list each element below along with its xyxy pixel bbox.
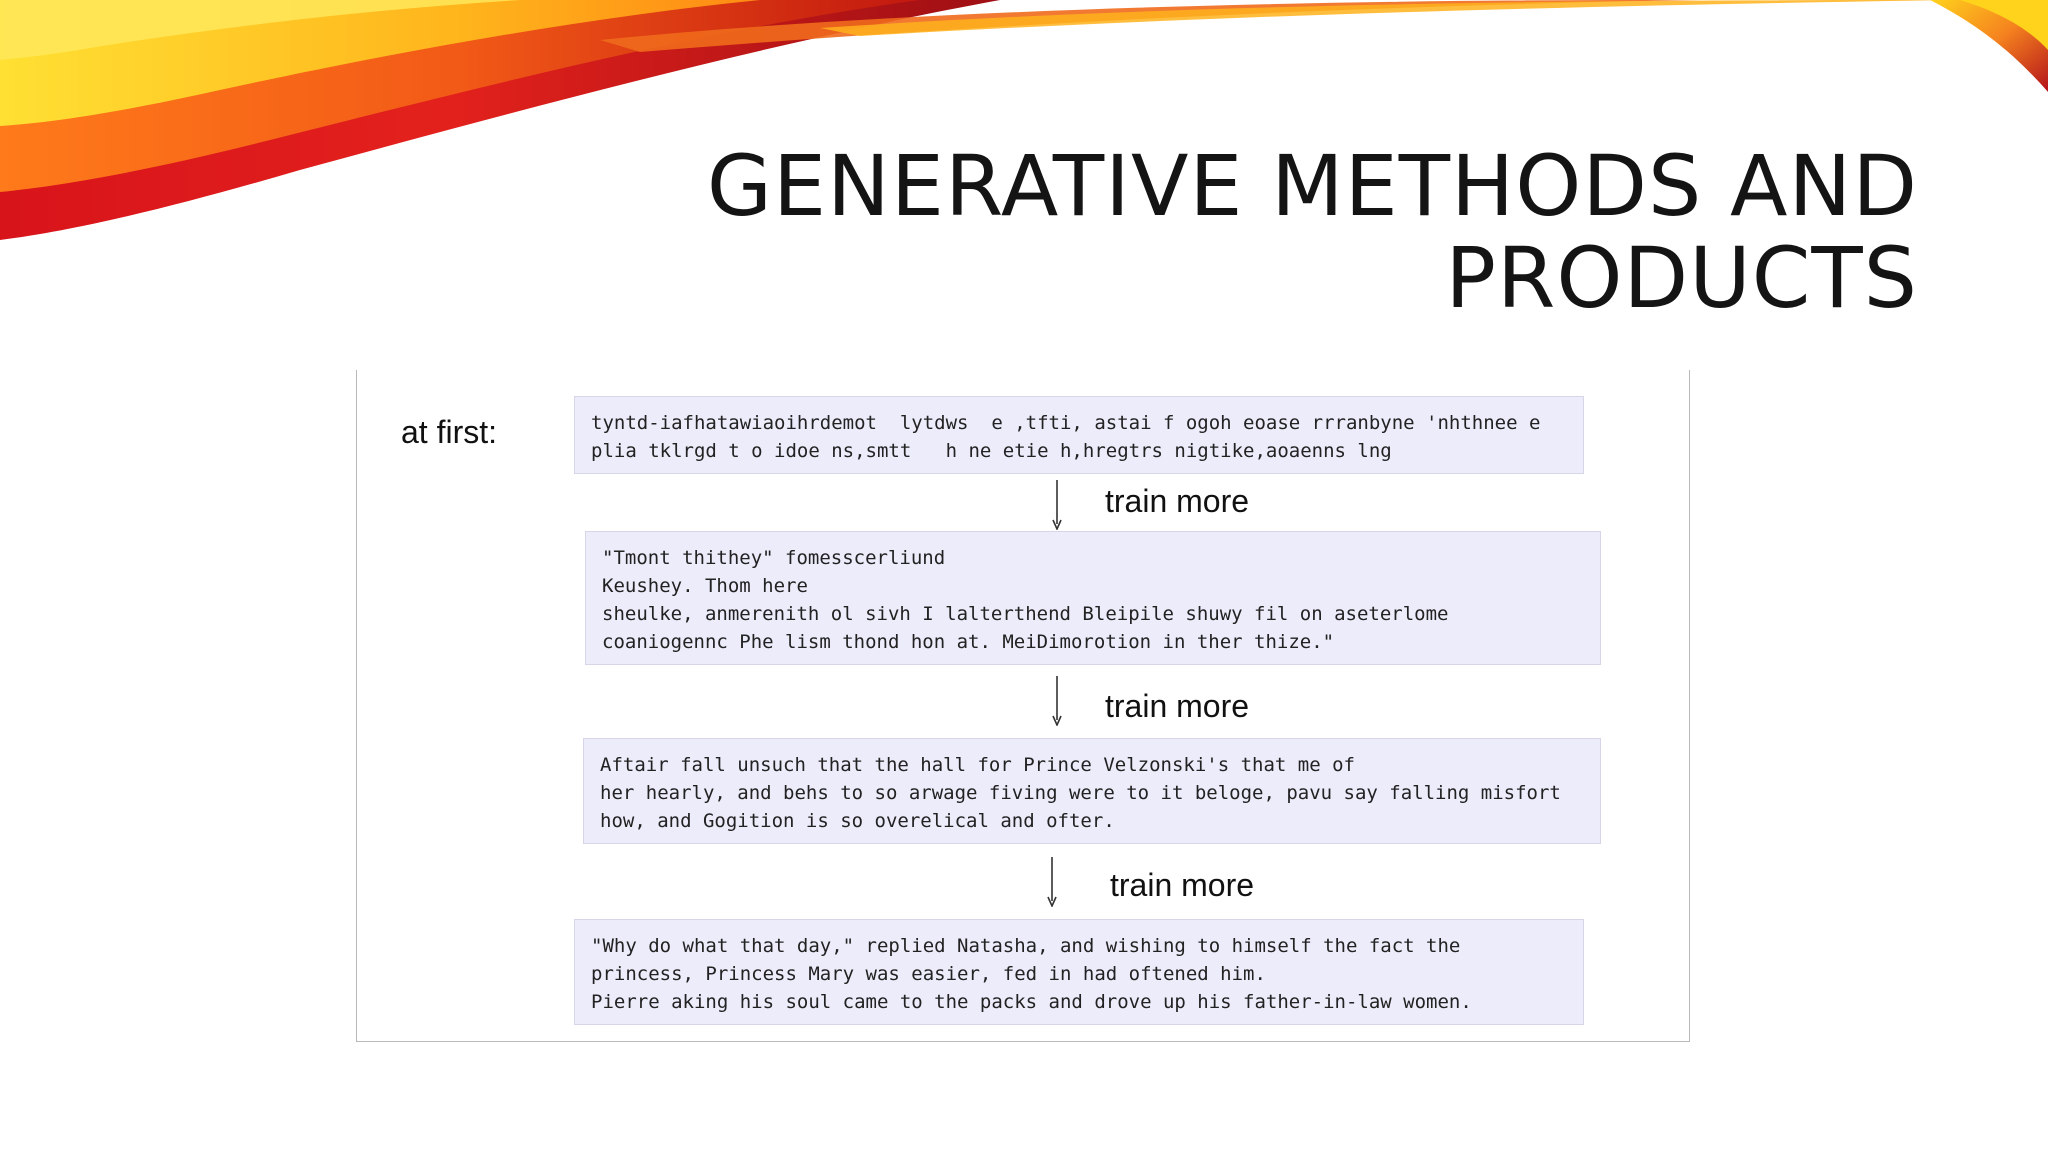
training-progress-figure [356,370,1690,1042]
slide-title [706,137,1918,327]
train-more-label: train more [1105,483,1250,519]
sample-line: sheulke, anmerenith ol sivh I lalterthend Bleipile shuwy fil on aseterlome [602,603,1449,625]
train-more-label: train more [1110,867,1255,903]
sample-line: Pierre aking his soul came to the packs and drove up his father-in-law women. [591,991,1472,1013]
sample-line: "Tmont thithey" fomesscerliund [602,547,946,569]
sample-line: tyntd-iafhatawiaoihrdemot lytdws e ,tfti, astai f ogoh eoase rrranbyne 'nhthnee e [591,412,1541,434]
sample-text-box [574,919,1584,1025]
down-arrow-icon [1051,676,1063,726]
sample-line: Keushey. Thom here [602,575,808,597]
train-more-label: train more [1105,688,1250,724]
down-arrow-icon [1046,857,1058,907]
sample-text-box [574,396,1584,474]
sample-line: plia tklrgd t o idoe ns,smtt h ne etie h,hregtrs nigtike,aoaenns lng [591,440,1392,462]
sample-line: her hearly, and behs to so arwage fiving were to it beloge, pavu say falling misfort [600,782,1561,804]
sample-text-box [583,738,1601,844]
sample-text-box [585,531,1601,665]
slide-title-line-1: GENERATIVE METHODS AND [706,137,1918,235]
sample-line: how, and Gogition is so overelical and ofter. [600,810,1115,832]
at-first-label: at first: [401,414,498,450]
sample-line: coaniogennc Phe lism thond hon at. MeiDimorotion in ther thize." [602,631,1335,653]
slide-title-line-2: PRODUCTS [1445,229,1918,327]
sample-line: princess, Princess Mary was easier, fed in had oftened him. [591,963,1266,985]
down-arrow-icon [1051,480,1063,530]
sample-line: "Why do what that day," replied Natasha, and wishing to himself the fact the [591,935,1461,957]
sample-line: Aftair fall unsuch that the hall for Prince Velzonski's that me of [600,754,1355,776]
